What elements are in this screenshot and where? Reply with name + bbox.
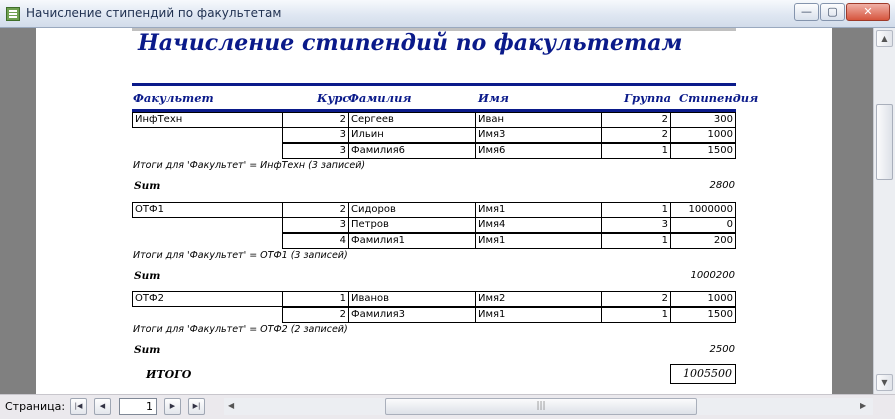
stipend-cell: 1000000: [670, 202, 736, 218]
grand-total-label: ИТОГО: [146, 368, 192, 381]
header-group: Группа: [624, 91, 672, 105]
scroll-left-icon[interactable]: ◀: [228, 401, 235, 410]
header-course: Курс: [317, 91, 350, 105]
last-page-button[interactable]: ▶|: [188, 398, 205, 415]
page-navigation-bar: [0, 394, 895, 419]
group-cell: 2: [601, 291, 671, 307]
name-cell: Иван: [475, 112, 602, 128]
vertical-scroll-thumb[interactable]: [876, 104, 893, 180]
horizontal-scroll-thumb[interactable]: |||: [385, 398, 697, 415]
name-cell: Имя2: [475, 291, 602, 307]
group-cell: 1: [601, 202, 671, 218]
group-faculty-cell: ИнфТехн: [132, 112, 283, 128]
course-cell: 1: [282, 291, 349, 307]
surname-cell: Сергеев: [348, 112, 476, 128]
page-label: Страница:: [5, 400, 66, 413]
stipend-cell: 1500: [670, 307, 736, 323]
group-cell: 2: [601, 127, 671, 143]
course-cell: 2: [282, 307, 349, 323]
scroll-down-icon[interactable]: ▼: [876, 374, 893, 391]
header-stipend: Стипендия: [679, 91, 759, 105]
report-icon: [6, 7, 20, 21]
grand-total-value: 1005500: [670, 364, 736, 384]
report-title: Начисление стипендий по факультетам: [138, 30, 683, 56]
surname-cell: Ильин: [348, 127, 476, 143]
scroll-right-icon[interactable]: ▶: [860, 401, 867, 410]
header-name: Имя: [478, 91, 509, 105]
group-cell: 2: [601, 112, 671, 128]
group-cell: 1: [601, 143, 671, 159]
header-rule-top: [132, 83, 736, 86]
close-button[interactable]: ✕: [846, 3, 890, 21]
stipend-cell: 300: [670, 112, 736, 128]
surname-cell: Иванов: [348, 291, 476, 307]
prev-page-button[interactable]: ◀: [94, 398, 111, 415]
name-cell: Имя3: [475, 127, 602, 143]
sum-value: 2500: [709, 344, 735, 355]
horizontal-scrollbar[interactable]: [224, 398, 873, 415]
group-summary: Итоги для 'Факультет' = ИнфТехн (3 записей): [133, 160, 366, 171]
sum-label: Sum: [134, 180, 161, 192]
course-cell: 2: [282, 202, 349, 218]
surname-cell: Петров: [348, 217, 476, 233]
window-title: Начисление стипендий по факультетам: [26, 6, 282, 20]
window-titlebar: [0, 0, 895, 28]
name-cell: Имя6: [475, 143, 602, 159]
surname-cell: Сидоров: [348, 202, 476, 218]
report-preview-area: [0, 28, 873, 394]
name-cell: Имя1: [475, 202, 602, 218]
sum-label: Sum: [134, 270, 161, 282]
name-cell: Имя1: [475, 233, 602, 249]
surname-cell: Фамилия3: [348, 307, 476, 323]
course-cell: 3: [282, 143, 349, 159]
header-faculty: Факультет: [133, 91, 214, 105]
sum-label: Sum: [134, 344, 161, 356]
vertical-scrollbar[interactable]: [873, 28, 895, 394]
stipend-cell: 1000: [670, 291, 736, 307]
group-faculty-cell: ОТФ2: [132, 291, 283, 307]
stipend-cell: 1000: [670, 127, 736, 143]
surname-cell: Фамилия1: [348, 233, 476, 249]
header-surname: Фамилия: [348, 91, 412, 105]
group-cell: 3: [601, 217, 671, 233]
name-cell: Имя1: [475, 307, 602, 323]
course-cell: 4: [282, 233, 349, 249]
stipend-cell: 0: [670, 217, 736, 233]
first-page-button[interactable]: |◀: [70, 398, 87, 415]
stipend-cell: 1500: [670, 143, 736, 159]
scroll-up-icon[interactable]: ▲: [876, 30, 893, 47]
course-cell: 3: [282, 217, 349, 233]
sum-value: 2800: [709, 180, 735, 191]
name-cell: Имя4: [475, 217, 602, 233]
next-page-button[interactable]: ▶: [164, 398, 181, 415]
report-page: [36, 28, 832, 394]
surname-cell: Фамилия6: [348, 143, 476, 159]
stipend-cell: 200: [670, 233, 736, 249]
group-cell: 1: [601, 233, 671, 249]
sum-value: 1000200: [690, 270, 735, 281]
group-summary: Итоги для 'Факультет' = ОТФ1 (3 записей): [133, 250, 348, 261]
course-cell: 2: [282, 112, 349, 128]
group-summary: Итоги для 'Факультет' = ОТФ2 (2 записей): [133, 324, 348, 335]
course-cell: 3: [282, 127, 349, 143]
group-faculty-cell: ОТФ1: [132, 202, 283, 218]
minimize-button[interactable]: —: [794, 3, 819, 21]
group-cell: 1: [601, 307, 671, 323]
maximize-button[interactable]: ▢: [820, 3, 845, 21]
page-number-input[interactable]: 1: [119, 398, 157, 415]
